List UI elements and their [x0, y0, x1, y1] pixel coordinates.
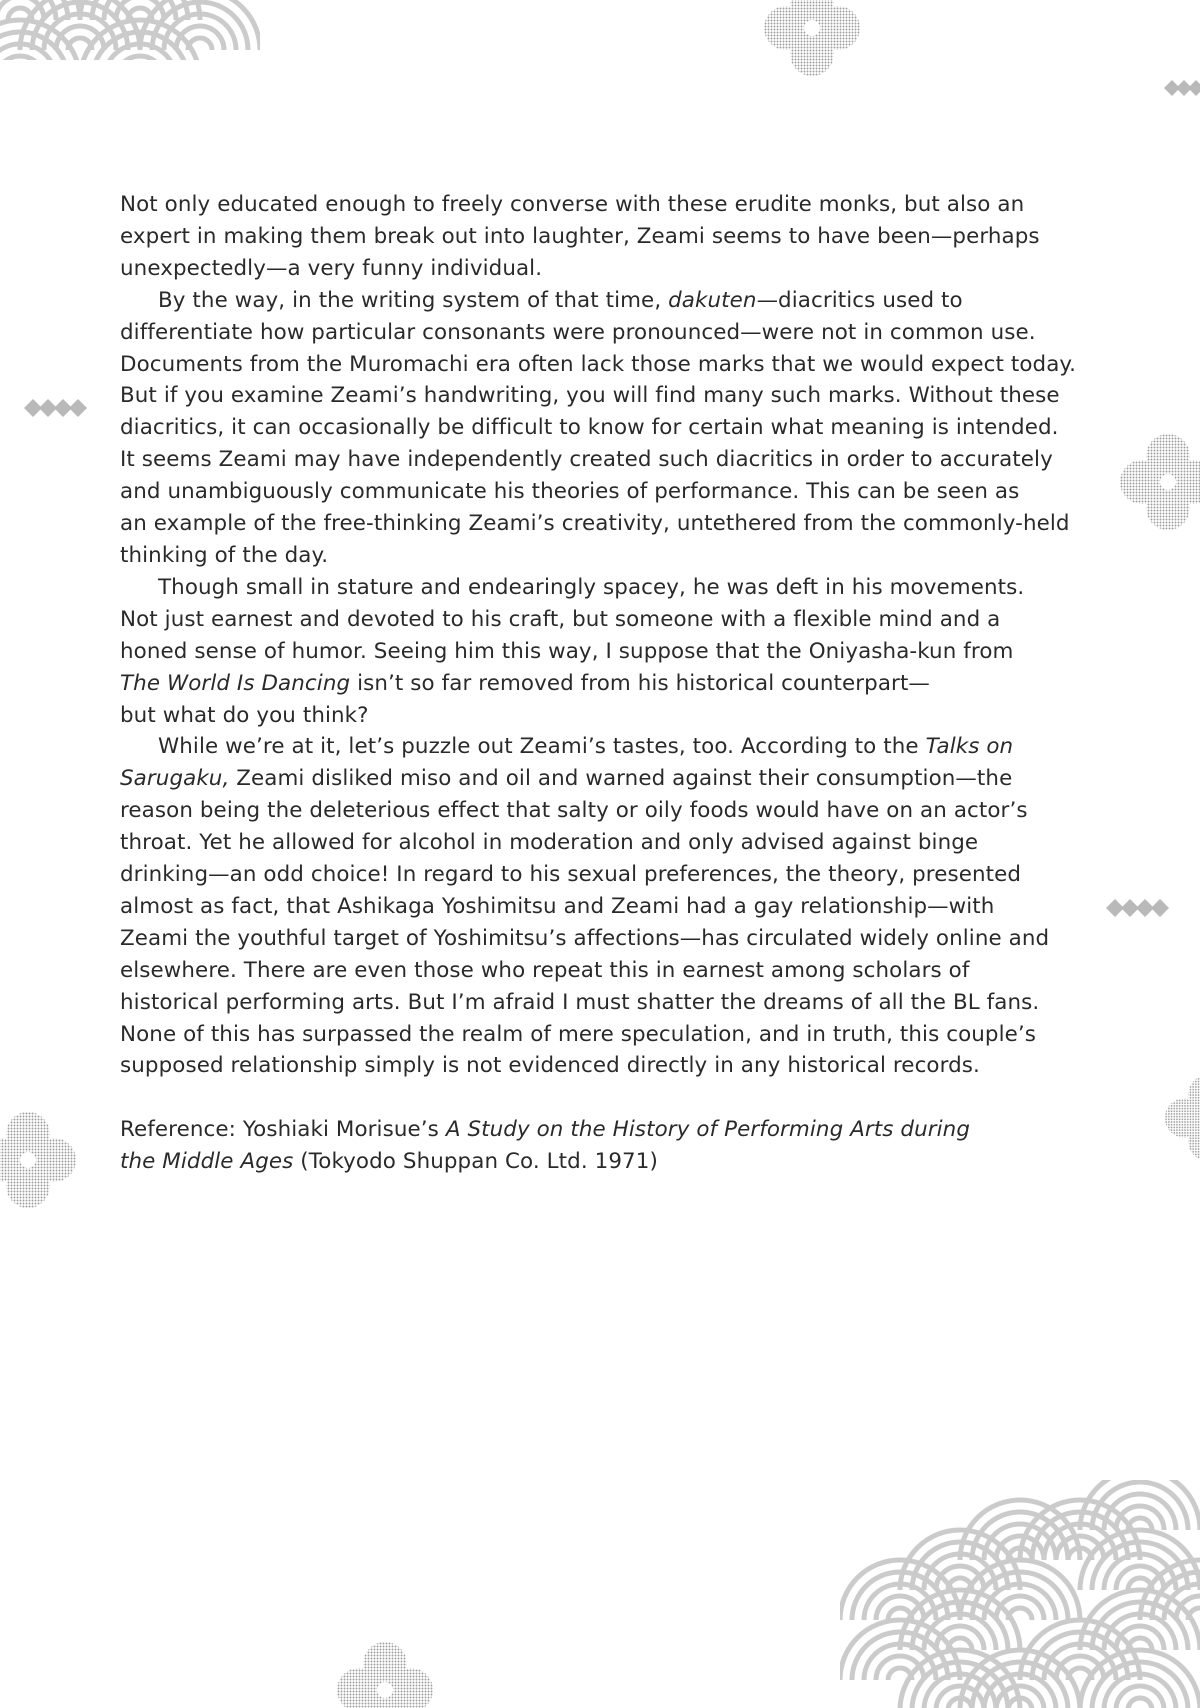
flower-crest-top [764, 0, 860, 76]
text-line [120, 1146, 1095, 1178]
diamond-triplet-top-right [1164, 80, 1200, 96]
text-line [120, 668, 1095, 700]
paragraph-3 [120, 572, 1095, 732]
flower-crest-left [0, 1112, 76, 1208]
text-line: supposed relationship simply is not evidenced directly in any historical records. [120, 1053, 980, 1079]
paragraph-gap [120, 1082, 1095, 1114]
text-line: and unambiguously communicate his theories of performance. This can be seen as [120, 479, 1020, 505]
text-line [120, 763, 1095, 795]
text-run: Zeami disliked miso and oil and warned against their consumption—the [229, 766, 1013, 792]
text-line [120, 731, 1095, 763]
text-line: unexpectedly—a very funny individual. [120, 255, 543, 281]
text-line: Not just earnest and devoted to his craft, but someone with a flexible mind and a [120, 606, 1001, 632]
wave-pattern-top-left [0, 0, 260, 80]
text-line: elsewhere. There are even those who repeat this in earnest among scholars of [120, 957, 970, 983]
text-run: By the way, in the writing system of that time, [158, 287, 669, 313]
text-line: But if you examine Zeami’s handwriting, you will find many such marks. Without these [120, 383, 1060, 409]
text-line: but what do you think? [120, 702, 369, 728]
text-line: It seems Zeami may have independently created such diacritics in order to accurately [120, 447, 1053, 473]
text-line: diacritics, it can occasionally be difficult to know for certain what meaning is intended. [120, 415, 1059, 441]
text-line: differentiate how particular consonants were pronounced—were not in common use. [120, 319, 1036, 345]
reference [120, 1114, 1095, 1178]
text-run: isn’t so far removed from his historical counterpart— [350, 670, 930, 696]
text-line: None of this has surpassed the realm of mere speculation, and in truth, this couple’s [120, 1021, 1037, 1047]
flower-crest-bottom [337, 1642, 433, 1708]
text-line: reason being the deleterious effect that salty or oily foods would have on an actor’s [120, 798, 1028, 824]
text-run: (Tokyodo Shuppan Co. Ltd. 1971) [293, 1149, 658, 1175]
text-line [120, 285, 1095, 317]
text-run: —diacritics used to [756, 287, 963, 313]
italic-title: A Study on the History of Performing Arts during [445, 1117, 971, 1143]
paragraph-2 [120, 285, 1095, 572]
text-line: honed sense of humor. Seeing him this way, I suppose that the Oniyasha-kun from [120, 638, 1014, 664]
text-line: throat. Yet he allowed for alcohol in moderation and only advised against binge [120, 830, 979, 856]
text-line: an example of the free-thinking Zeami’s creativity, untethered from the commonly-held [120, 511, 1070, 537]
essay-text [120, 189, 1095, 1178]
italic-term: dakuten [668, 287, 757, 313]
text-line: almost as fact, that Ashikaga Yoshimitsu and Zeami had a gay relationship—with [120, 893, 995, 919]
text-line: drinking—an odd choice! In regard to his sexual preferences, the theory, presented [120, 862, 1022, 888]
text-line: Not only educated enough to freely converse with these erudite monks, but also an [120, 192, 1025, 217]
diamond-triplet-left [24, 399, 87, 417]
text-run: Reference: Yoshiaki Morisue’s [120, 1117, 446, 1143]
text-line: expert in making them break out into laughter, Zeami seems to have been—perhaps [120, 223, 1040, 249]
text-line [120, 1114, 1095, 1146]
italic-title: The World Is Dancing [120, 670, 351, 696]
text-line: historical performing arts. But I’m afraid I must shatter the dreams of all the BL fans. [120, 989, 1040, 1015]
italic-title: the Middle Ages [120, 1149, 294, 1175]
wave-pattern-bottom-right [840, 1470, 1200, 1708]
italic-title: Talks on [925, 734, 1014, 760]
paragraph-4 [120, 731, 1095, 1082]
text-line: Though small in stature and endearingly spacey, he was deft in his movements. [158, 574, 1025, 600]
flower-crest-right-small [1165, 1075, 1200, 1161]
diamond-triplet-right [1106, 899, 1169, 917]
text-line: Documents from the Muromachi era often lack those marks that we would expect today. [120, 351, 1077, 377]
text-line: thinking of the day. [120, 542, 329, 568]
flower-crest-right [1120, 434, 1200, 530]
text-run: While we’re at it, let’s puzzle out Zeami’s tastes, too. According to the [158, 734, 926, 760]
paragraph-1 [120, 189, 1095, 285]
text-line: Zeami the youthful target of Yoshimitsu’s affections—has circulated widely online and [120, 925, 1050, 951]
italic-title: Sarugaku, [120, 766, 230, 792]
